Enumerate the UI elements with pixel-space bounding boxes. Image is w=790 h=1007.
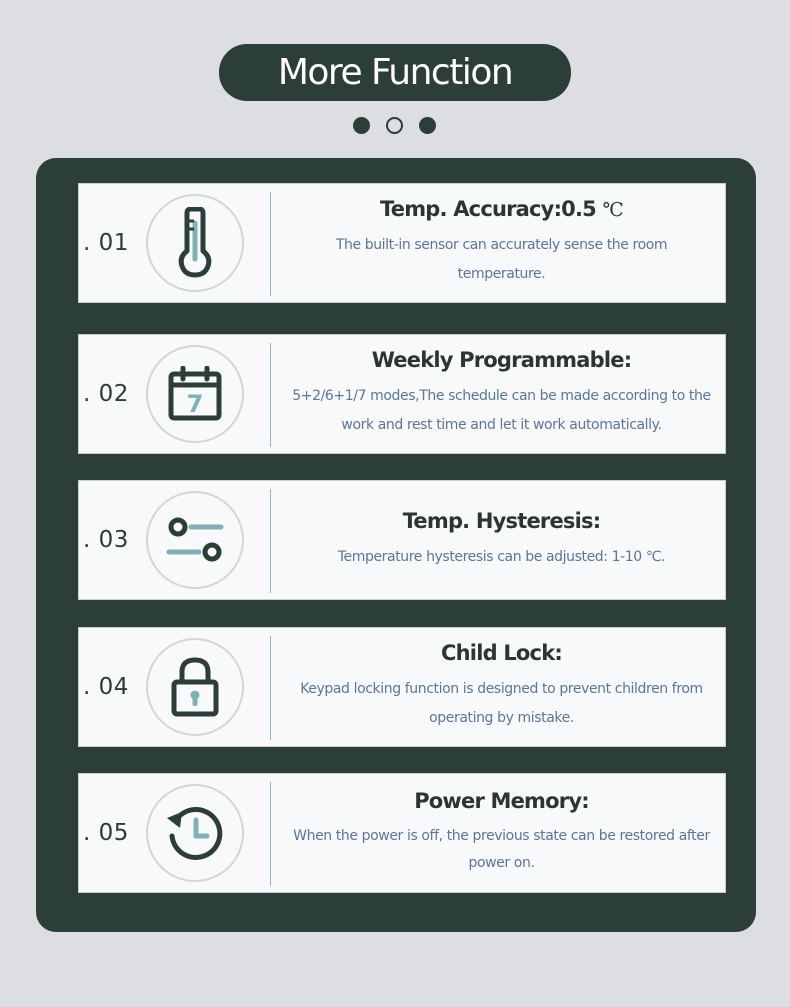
feature-title-unit: ℃ — [602, 199, 623, 221]
feature-card-child-lock — [78, 627, 726, 747]
feature-card-temp-hysteresis — [78, 480, 726, 600]
feature-icon-circle — [146, 194, 244, 292]
carousel-dot-1[interactable] — [353, 117, 370, 134]
carousel-dot-3[interactable] — [419, 117, 436, 134]
feature-title — [380, 197, 623, 221]
feature-description: 5+2/6+1/7 modes,The schedule can be made according to the work and rest time and let it work automatically. — [292, 388, 711, 433]
feature-title-value: :0.5 — [553, 197, 596, 221]
feature-text — [284, 335, 719, 453]
card-divider — [270, 489, 271, 593]
feature-description: The built-in sensor can accurately sense the room temperature. — [335, 237, 668, 282]
sliders-icon — [165, 516, 225, 564]
feature-title: Power Memory: — [414, 789, 589, 813]
padlock-icon — [170, 656, 220, 718]
feature-title: Weekly Programmable: — [371, 348, 632, 372]
feature-icon-circle — [146, 491, 244, 589]
calendar-icon — [167, 366, 223, 422]
feature-text — [284, 774, 719, 892]
feature-number: . 04 — [83, 674, 129, 700]
feature-title: Temp. Hysteresis: — [402, 508, 601, 533]
card-divider — [270, 636, 271, 740]
feature-card-temp-accuracy — [78, 183, 726, 303]
page-title — [219, 44, 571, 101]
feature-card-power-memory — [78, 773, 726, 893]
calendar-day-text: 7 — [186, 390, 204, 418]
feature-number: . 05 — [83, 820, 129, 846]
feature-icon-circle — [146, 784, 244, 882]
page-title-text: More Function — [277, 52, 513, 93]
card-divider — [270, 192, 271, 296]
feature-number: . 01 — [83, 230, 129, 256]
feature-description: When the power is off, the previous state can be restored after power on. — [293, 828, 710, 871]
feature-title-label: Temp. Accuracy — [380, 197, 554, 221]
feature-text — [284, 481, 719, 599]
carousel-dot-2[interactable] — [386, 117, 403, 134]
feature-number: . 03 — [83, 527, 129, 553]
carousel-dots — [353, 117, 437, 135]
thermometer-icon — [175, 207, 215, 279]
feature-text — [284, 628, 719, 746]
feature-card-weekly-programmable — [78, 334, 726, 454]
feature-description: Keypad locking function is designed to prevent children from operating by mistake. — [300, 681, 703, 726]
feature-icon-circle — [146, 638, 244, 736]
feature-description: Temperature hysteresis can be adjusted: 1-10 ℃. — [337, 548, 666, 565]
feature-title: Child Lock: — [441, 641, 562, 665]
feature-text — [284, 184, 719, 302]
feature-icon-circle — [146, 345, 244, 443]
card-divider — [270, 782, 271, 886]
feature-number: . 02 — [83, 381, 129, 407]
card-divider — [270, 343, 271, 447]
history-clock-icon — [164, 802, 226, 864]
